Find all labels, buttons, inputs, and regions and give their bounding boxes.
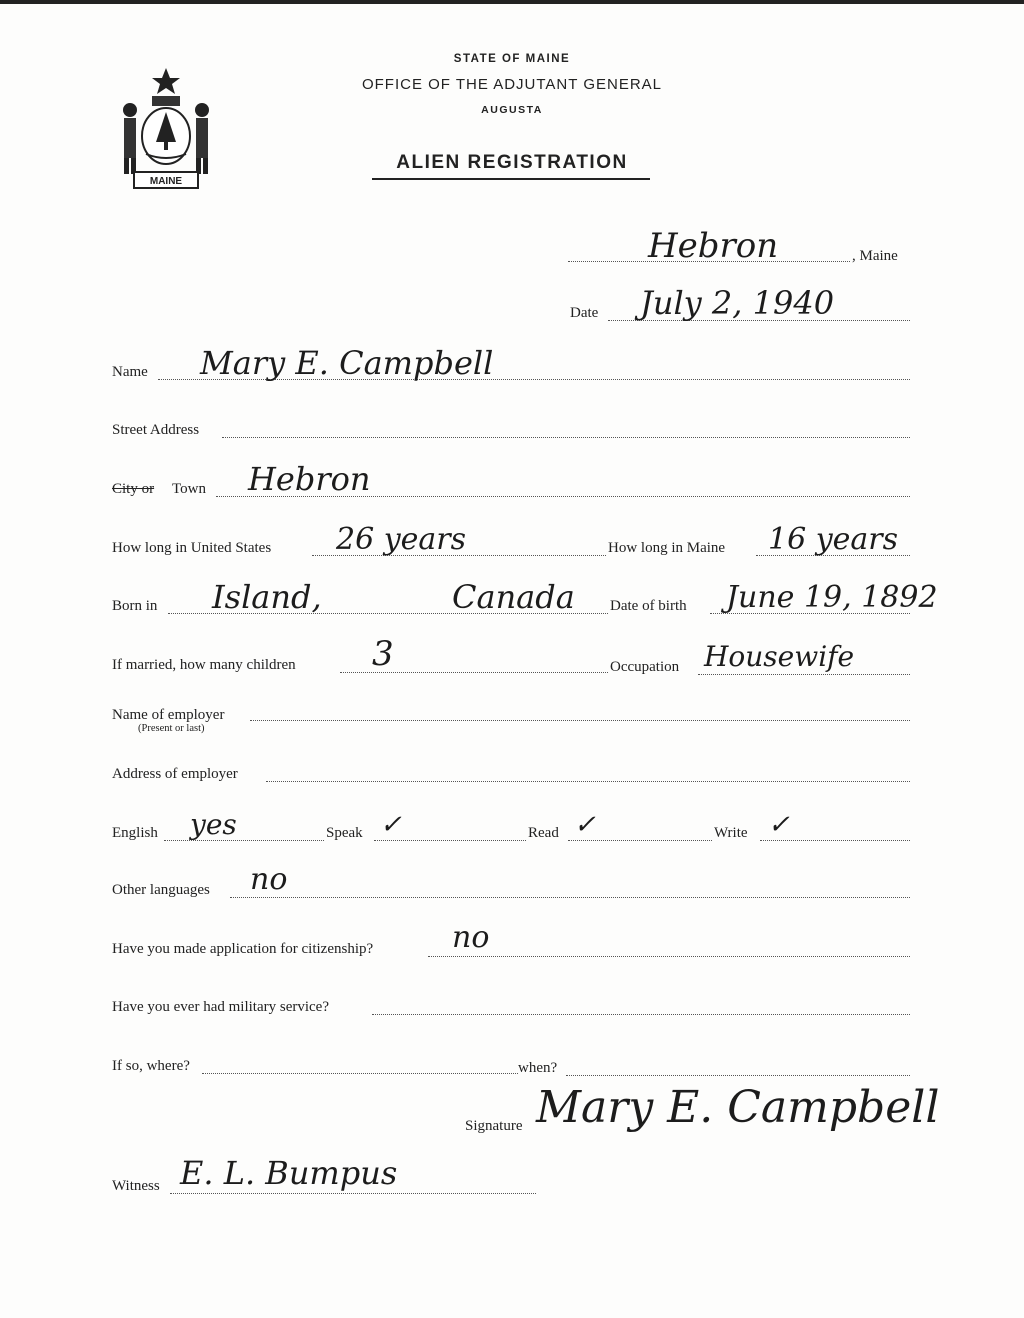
other-languages-entry: no	[250, 862, 288, 897]
write-entry: ✓	[768, 810, 790, 840]
employer-note: (Present or last)	[138, 723, 205, 734]
citizenship-line	[428, 956, 910, 957]
english-line	[164, 840, 324, 841]
write-label: Write	[714, 825, 748, 841]
speak-line	[374, 840, 526, 841]
citizenship-entry: no	[452, 920, 490, 955]
where-line	[202, 1073, 518, 1074]
signature-entry: Mary E. Campbell	[536, 1082, 940, 1133]
children-entry: 3	[372, 634, 394, 674]
signature-label: Signature	[465, 1118, 523, 1134]
town-label: Town	[172, 481, 206, 497]
street-address-label: Street Address	[112, 422, 200, 438]
witness-line	[170, 1193, 536, 1194]
read-entry: ✓	[574, 810, 596, 840]
speak-label: Speak	[326, 825, 363, 841]
witness-label: Witness	[112, 1178, 160, 1194]
employer-name-label: Name of employer	[112, 707, 225, 723]
office-heading: OFFICE OF THE ADJUTANT GENERAL	[361, 76, 663, 93]
military-label: Have you ever had military service?	[112, 999, 329, 1015]
employer-name-line	[250, 720, 910, 721]
other-languages-line	[230, 897, 910, 898]
when-line	[566, 1075, 910, 1076]
read-label: Read	[528, 825, 559, 841]
occupation-label: Occupation	[610, 659, 680, 675]
how-long-us-entry: 26 years	[336, 522, 467, 557]
english-label: English	[112, 825, 158, 841]
date-of-birth-label: Date of birth	[610, 598, 687, 614]
how-long-maine-label: How long in Maine	[608, 540, 726, 556]
seal-banner-text: MAINE	[149, 176, 183, 187]
date-of-birth-entry: June 19, 1892	[726, 580, 938, 615]
children-label: If married, how many children	[112, 657, 296, 673]
maine-label: , Maine	[852, 248, 898, 264]
speak-entry: ✓	[380, 810, 402, 840]
employer-address-line	[266, 781, 910, 782]
born-in-label: Born in	[112, 598, 158, 614]
other-languages-label: Other languages	[112, 882, 210, 898]
read-line	[568, 840, 712, 841]
place-entry: Hebron	[648, 226, 779, 266]
town-entry: Hebron	[248, 460, 371, 498]
name-entry: Mary E. Campbell	[200, 344, 494, 382]
top-border	[0, 0, 1024, 4]
born-in-place-entry: Island,	[212, 578, 322, 616]
witness-entry: E. L. Bumpus	[180, 1154, 398, 1192]
occupation-line	[698, 674, 910, 675]
how-long-maine-entry: 16 years	[768, 522, 899, 557]
date-label: Date	[570, 305, 599, 321]
street-address-line	[222, 437, 910, 438]
when-label: when?	[518, 1060, 558, 1076]
date-entry: July 2, 1940	[640, 284, 835, 322]
military-line	[372, 1014, 910, 1015]
occupation-entry: Housewife	[704, 640, 855, 673]
name-label: Name	[112, 364, 148, 380]
city-heading: AUGUSTA	[481, 104, 543, 116]
title-underline	[372, 178, 650, 180]
born-in-country-entry: Canada	[452, 578, 575, 616]
state-heading: STATE OF MAINE	[453, 53, 571, 65]
english-entry: yes	[190, 808, 237, 841]
how-long-us-label: How long in United States	[112, 540, 272, 556]
employer-address-label: Address of employer	[112, 766, 238, 782]
write-line	[760, 840, 910, 841]
citizenship-label: Have you made application for citizenship?	[112, 941, 374, 957]
form-title: ALIEN REGISTRATION	[396, 152, 628, 173]
city-label-struck: City or	[112, 481, 155, 497]
if-so-where-label: If so, where?	[112, 1058, 190, 1074]
